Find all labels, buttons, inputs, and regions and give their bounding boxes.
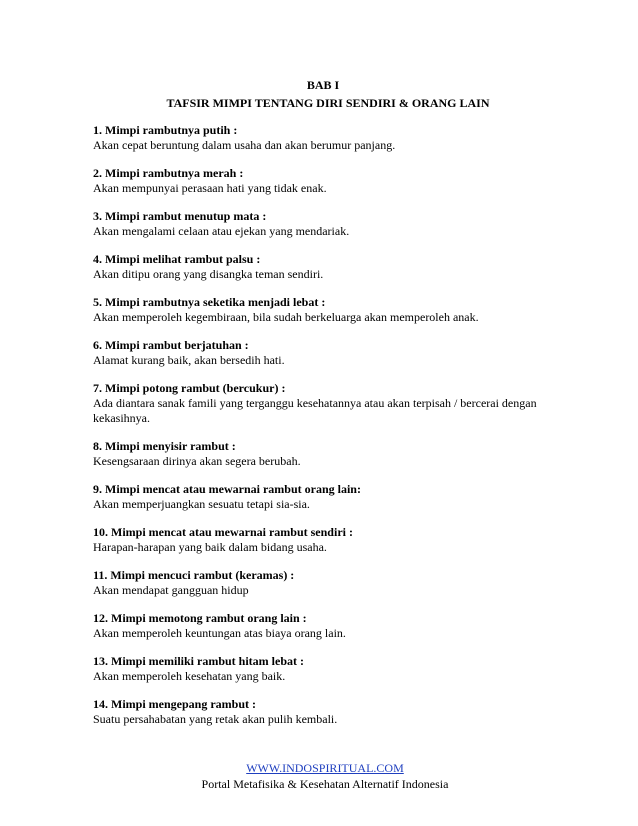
list-item bbox=[93, 295, 543, 325]
entry-title: 3. Mimpi rambut menutup mata : bbox=[93, 209, 267, 223]
list-item bbox=[93, 209, 543, 239]
entry-description: Akan mengalami celaan atau ejekan yang mendariak. bbox=[93, 224, 350, 238]
list-item bbox=[93, 439, 543, 469]
entry-description: Akan mendapat gangguan hidup bbox=[93, 583, 249, 597]
entry-description: Akan mempunyai perasaan hati yang tidak enak. bbox=[93, 181, 327, 195]
list-item bbox=[93, 381, 543, 426]
entry-title: 6. Mimpi rambut berjatuhan : bbox=[93, 338, 249, 352]
list-item bbox=[93, 697, 543, 727]
entry-list bbox=[93, 123, 543, 740]
entry-title: 12. Mimpi memotong rambut orang lain : bbox=[93, 611, 307, 625]
entry-description: Akan ditipu orang yang disangka teman sendiri. bbox=[93, 267, 324, 281]
entry-description: Akan memperjuangkan sesuatu tetapi sia-sia. bbox=[93, 497, 310, 511]
entry-description: Suatu persahabatan yang retak akan pulih kembali. bbox=[93, 712, 338, 726]
page-footer bbox=[150, 760, 500, 792]
entry-title: 14. Mimpi mengepang rambut : bbox=[93, 697, 256, 711]
entry-title: 11. Mimpi mencuci rambut (keramas) : bbox=[93, 568, 295, 582]
entry-title: 8. Mimpi menyisir rambut : bbox=[93, 439, 236, 453]
entry-description: Akan cepat beruntung dalam usaha dan akan berumur panjang. bbox=[93, 138, 396, 152]
chapter-heading: BAB I bbox=[306, 78, 340, 92]
entry-description: Alamat kurang baik, akan bersedih hati. bbox=[93, 353, 285, 367]
chapter-title: TAFSIR MIMPI TENTANG DIRI SENDIRI & ORANG LAIN bbox=[166, 96, 490, 110]
list-item bbox=[93, 525, 543, 555]
entry-title: 13. Mimpi memiliki rambut hitam lebat : bbox=[93, 654, 304, 668]
entry-title: 1. Mimpi rambutnya putih : bbox=[93, 123, 238, 137]
entry-title: 5. Mimpi rambutnya seketika menjadi lebat : bbox=[93, 295, 326, 309]
list-item bbox=[93, 568, 543, 598]
entry-description: Akan memperoleh kesehatan yang baik. bbox=[93, 669, 286, 683]
website-link[interactable]: WWW.INDOSPIRITUAL.COM bbox=[246, 761, 404, 775]
entry-description: Ada diantara sanak famili yang terganggu kesehatannya atau akan terpisah / bercerai dengan kekasihnya. bbox=[93, 396, 537, 425]
list-item bbox=[93, 123, 543, 153]
list-item bbox=[93, 166, 543, 196]
list-item bbox=[93, 654, 543, 684]
list-item bbox=[93, 482, 543, 512]
entry-title: 10. Mimpi mencat atau mewarnai rambut sendiri : bbox=[93, 525, 353, 539]
entry-description: Akan memperoleh keuntungan atas biaya orang lain. bbox=[93, 626, 346, 640]
entry-description: Harapan-harapan yang baik dalam bidang usaha. bbox=[93, 540, 327, 554]
entry-title: 9. Mimpi mencat atau mewarnai rambut orang lain: bbox=[93, 482, 361, 496]
list-item bbox=[93, 611, 543, 641]
entry-title: 2. Mimpi rambutnya merah : bbox=[93, 166, 244, 180]
entry-title: 4. Mimpi melihat rambut palsu : bbox=[93, 252, 261, 266]
list-item bbox=[93, 252, 543, 282]
list-item bbox=[93, 338, 543, 368]
entry-description: Kesengsaraan dirinya akan segera berubah. bbox=[93, 454, 301, 468]
entry-description: Akan memperoleh kegembiraan, bila sudah berkeluarga akan memperoleh anak. bbox=[93, 310, 479, 324]
footer-subtitle: Portal Metafisika & Kesehatan Alternatif Indonesia bbox=[201, 777, 449, 791]
entry-title: 7. Mimpi potong rambut (bercukur) : bbox=[93, 381, 286, 395]
